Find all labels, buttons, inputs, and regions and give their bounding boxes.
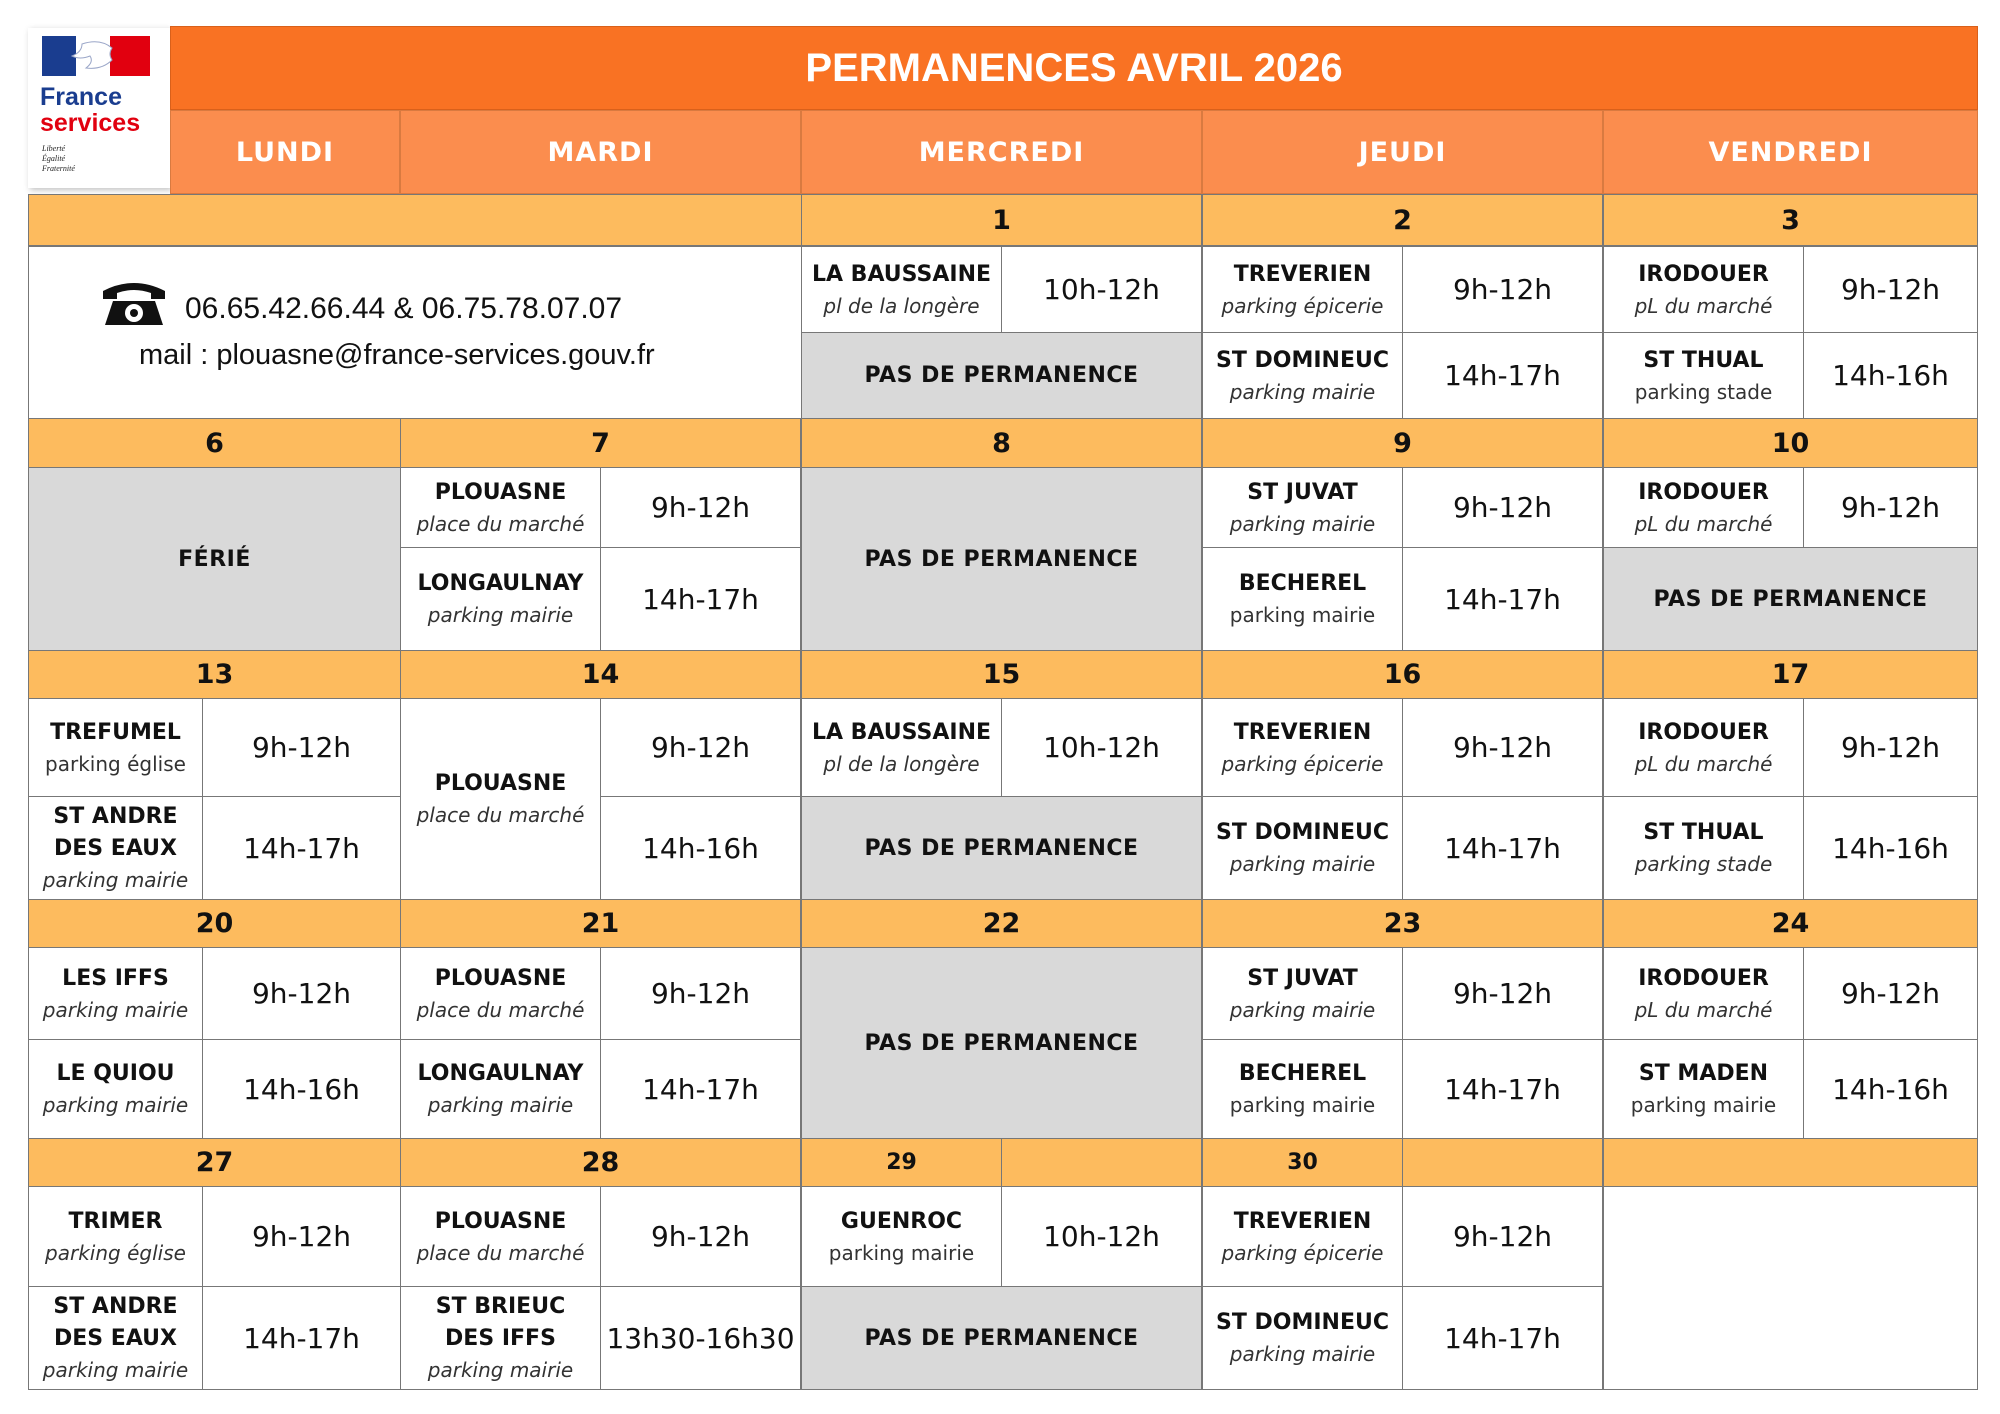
slot-16-am-time: 9h-12h: [1402, 698, 1603, 797]
header-vendredi: VENDREDI: [1603, 110, 1978, 194]
slot-9-am-time: 9h-12h: [1402, 467, 1603, 548]
no-permanence-15-pm: PAS DE PERMANENCE: [801, 796, 1202, 900]
day-number-22: 22: [801, 899, 1202, 948]
slot-27-pm-location: ST ANDRE DES EAUX parking mairie: [28, 1286, 203, 1390]
slot-3-am-time: 9h-12h: [1803, 246, 1978, 333]
slot-7-am-time: 9h-12h: [600, 467, 801, 548]
slot-7-am-location: PLOUASNE place du marché: [400, 467, 601, 548]
slot-28-am-location: PLOUASNE place du marché: [400, 1186, 601, 1287]
slot-14-location: PLOUASNE place du marché: [400, 698, 601, 900]
day-number-20: 20: [28, 899, 401, 948]
slot-7-pm-location: LONGAULNAY parking mairie: [400, 547, 601, 651]
slot-21-pm-location: LONGAULNAY parking mairie: [400, 1039, 601, 1139]
slot-13-pm-location: ST ANDRE DES EAUX parking mairie: [28, 796, 203, 900]
day-number-21: 21: [400, 899, 801, 948]
slot-24-am-time: 9h-12h: [1803, 947, 1978, 1040]
slot-23-am-location: ST JUVAT parking mairie: [1202, 947, 1403, 1040]
date-bar-30-blank: [1402, 1138, 1603, 1187]
header-jeudi: JEUDI: [1202, 110, 1603, 194]
day-number-17: 17: [1603, 650, 1978, 699]
phone-numbers: 06.65.42.66.44 & 06.75.78.07.07: [185, 292, 623, 325]
slot-3-am-location: IRODOUER pL du marché: [1603, 246, 1804, 333]
no-permanence-22: PAS DE PERMANENCE: [801, 947, 1202, 1139]
slot-24-am-location: IRODOUER pL du marché: [1603, 947, 1804, 1040]
slot-2-pm-time: 14h-17h: [1402, 332, 1603, 419]
slot-3-pm-location: ST THUAL parking stade: [1603, 332, 1804, 419]
day-number-15: 15: [801, 650, 1202, 699]
slot-3-pm-time: 14h-16h: [1803, 332, 1978, 419]
slot-29-am-location: GUENROC parking mairie: [801, 1186, 1002, 1287]
logo-services: services: [40, 109, 141, 137]
logo-motto: Liberté Égalité Fraternité: [42, 144, 75, 173]
logo-france: France: [40, 83, 122, 111]
slot-9-pm-location: BECHEREL parking mairie: [1202, 547, 1403, 651]
slot-20-am-location: LES IFFS parking mairie: [28, 947, 203, 1040]
day-number-7: 7: [400, 418, 801, 468]
slot-20-am-time: 9h-12h: [202, 947, 401, 1040]
slot-30-pm-time: 14h-17h: [1402, 1286, 1603, 1390]
no-permanence-1-pm: PAS DE PERMANENCE: [801, 332, 1202, 419]
empty-friday-cell: [1603, 1186, 1978, 1390]
date-bar-29-blank: [1001, 1138, 1202, 1187]
ferie-6: FÉRIÉ: [28, 467, 401, 651]
slot-21-am-time: 9h-12h: [600, 947, 801, 1040]
no-permanence-8: PAS DE PERMANENCE: [801, 467, 1202, 651]
slot-2-am-time: 9h-12h: [1402, 246, 1603, 333]
slot-17-am-time: 9h-12h: [1803, 698, 1978, 797]
slot-20-pm-time: 14h-16h: [202, 1039, 401, 1139]
slot-10-am-time: 9h-12h: [1803, 467, 1978, 548]
slot-13-pm-time: 14h-17h: [202, 796, 401, 900]
slot-17-am-location: IRODOUER pL du marché: [1603, 698, 1804, 797]
day-number-14: 14: [400, 650, 801, 699]
marianne-flag-icon: [42, 36, 152, 80]
no-permanence-10-pm: PAS DE PERMANENCE: [1603, 547, 1978, 651]
slot-27-am-location: TRIMER parking église: [28, 1186, 203, 1287]
slot-21-am-location: PLOUASNE place du marché: [400, 947, 601, 1040]
slot-14-pm-time: 14h-16h: [600, 796, 801, 900]
day-number-10: 10: [1603, 418, 1978, 468]
slot-30-pm-location: ST DOMINEUC parking mairie: [1202, 1286, 1403, 1390]
slot-7-pm-time: 14h-17h: [600, 547, 801, 651]
slot-16-am-location: TREVERIEN parking épicerie: [1202, 698, 1403, 797]
slot-28-am-time: 9h-12h: [600, 1186, 801, 1287]
header-mercredi: MERCREDI: [801, 110, 1202, 194]
slot-30-am-time: 9h-12h: [1402, 1186, 1603, 1287]
slot-20-pm-location: LE QUIOU parking mairie: [28, 1039, 203, 1139]
slot-16-pm-time: 14h-17h: [1402, 796, 1603, 900]
france-services-logo: [28, 28, 170, 188]
slot-28-pm-time: 13h30-16h30: [600, 1286, 801, 1390]
day-number-9: 9: [1202, 418, 1603, 468]
slot-23-pm-location: BECHEREL parking mairie: [1202, 1039, 1403, 1139]
day-number-24: 24: [1603, 899, 1978, 948]
page-title: PERMANENCES AVRIL 2026: [170, 26, 1978, 110]
day-number-23: 23: [1202, 899, 1603, 948]
slot-1-am-time: 10h-12h: [1001, 246, 1202, 333]
day-number-13: 13: [28, 650, 401, 699]
slot-29-am-time: 10h-12h: [1001, 1186, 1202, 1287]
slot-28-pm-location: ST BRIEUC DES IFFS parking mairie: [400, 1286, 601, 1390]
slot-30-am-location: TREVERIEN parking épicerie: [1202, 1186, 1403, 1287]
slot-21-pm-time: 14h-17h: [600, 1039, 801, 1139]
slot-27-pm-time: 14h-17h: [202, 1286, 401, 1390]
day-number-28: 28: [400, 1138, 801, 1187]
day-number-8: 8: [801, 418, 1202, 468]
day-number-3: 3: [1603, 194, 1978, 246]
slot-23-pm-time: 14h-17h: [1402, 1039, 1603, 1139]
slot-27-am-time: 9h-12h: [202, 1186, 401, 1287]
header-mardi: MARDI: [400, 110, 801, 194]
slot-14-am-time: 9h-12h: [600, 698, 801, 797]
slot-9-pm-time: 14h-17h: [1402, 547, 1603, 651]
day-number-16: 16: [1202, 650, 1603, 699]
day-number-6: 6: [28, 418, 401, 468]
contact-email[interactable]: mail : plouasne@france-services.gouv.fr: [139, 339, 655, 371]
slot-1-am-location: LA BAUSSAINE pl de la longère: [801, 246, 1002, 333]
slot-2-pm-location: ST DOMINEUC parking mairie: [1202, 332, 1403, 419]
day-number-30: 30: [1202, 1138, 1403, 1187]
slot-15-am-location: LA BAUSSAINE pl de la longère: [801, 698, 1002, 797]
day-number-2: 2: [1202, 194, 1603, 246]
slot-23-am-time: 9h-12h: [1402, 947, 1603, 1040]
slot-24-pm-time: 14h-16h: [1803, 1039, 1978, 1139]
slot-17-pm-time: 14h-16h: [1803, 796, 1978, 900]
header-lundi: LUNDI: [170, 110, 400, 194]
week1-empty-date-bar: [28, 194, 802, 246]
slot-24-pm-location: ST MADEN parking mairie: [1603, 1039, 1804, 1139]
slot-13-am-time: 9h-12h: [202, 698, 401, 797]
date-bar-friday-blank: [1603, 1138, 1978, 1187]
no-permanence-29-pm: PAS DE PERMANENCE: [801, 1286, 1202, 1390]
slot-9-am-location: ST JUVAT parking mairie: [1202, 467, 1403, 548]
telephone-icon: [99, 277, 169, 327]
slot-2-am-location: TREVERIEN parking épicerie: [1202, 246, 1403, 333]
slot-17-pm-location: ST THUAL parking stade: [1603, 796, 1804, 900]
day-number-27: 27: [28, 1138, 401, 1187]
day-number-29: 29: [801, 1138, 1002, 1187]
day-number-1: 1: [801, 194, 1202, 246]
slot-16-pm-location: ST DOMINEUC parking mairie: [1202, 796, 1403, 900]
slot-13-am-location: TREFUMEL parking église: [28, 698, 203, 797]
slot-15-am-time: 10h-12h: [1001, 698, 1202, 797]
slot-10-am-location: IRODOUER pL du marché: [1603, 467, 1804, 548]
contact-box: [28, 246, 802, 419]
